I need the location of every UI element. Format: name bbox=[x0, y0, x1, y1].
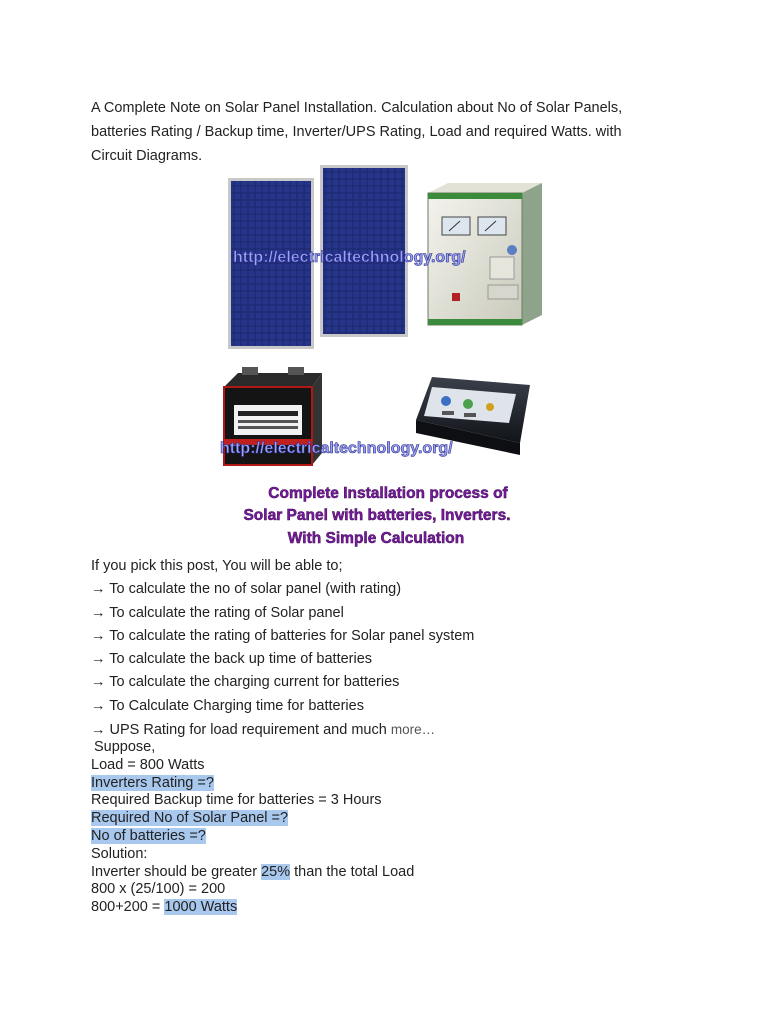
objective-item: → To calculate the rating of Solar panel bbox=[91, 604, 344, 621]
figure-illustration bbox=[220, 165, 550, 550]
objective-item: → To calculate the charging current for batteries bbox=[91, 674, 400, 691]
more-link[interactable]: more… bbox=[390, 722, 436, 738]
batteries-question: No of batteries =? bbox=[91, 827, 206, 844]
figure-caption-line: Complete Installation process of bbox=[268, 485, 508, 502]
solar-panel-question: Required No of Solar Panel =? bbox=[91, 810, 289, 827]
suppose-label: Suppose, bbox=[94, 739, 156, 755]
inverter-rule-text: Inverter should be greater bbox=[91, 863, 262, 880]
intro-line: Circuit Diagrams. bbox=[91, 148, 203, 164]
calculation-section bbox=[91, 739, 691, 917]
inverter-rule-line bbox=[91, 864, 691, 882]
inverter-rule-text: than the total Load bbox=[290, 863, 415, 880]
objective-item-last bbox=[91, 718, 711, 741]
intro-line: batteries Rating / Backup time, Inverter/UPS Rating, Load and required Watts. with bbox=[91, 124, 622, 140]
calc-step-1: 800 x (25/100) = 200 bbox=[91, 881, 226, 898]
intro-paragraph bbox=[91, 96, 691, 168]
intro-line: A Complete Note on Solar Panel Installation. Calculation about No of Solar Panels, bbox=[91, 100, 623, 116]
objective-item: → To Calculate Charging time for batteries bbox=[91, 697, 364, 714]
load-line: Load = 800 Watts bbox=[91, 756, 205, 773]
objective-item: → To calculate the rating of batteries for Solar panel system bbox=[91, 627, 475, 644]
objectives-lead: If you pick this post, You will be able to; bbox=[91, 558, 343, 574]
learning-objectives bbox=[91, 555, 711, 741]
inverter-percentage: 25% bbox=[261, 863, 291, 880]
figure-watermark: http://electricaltechnology.org/ bbox=[220, 440, 453, 457]
backup-line: Required Backup time for batteries = 3 Hours bbox=[91, 792, 382, 809]
objective-item: → To calculate the no of solar panel (with rating) bbox=[91, 581, 402, 598]
calc-step-2-text: 800+200 = bbox=[91, 899, 165, 916]
inverters-rating-question: Inverters Rating =? bbox=[91, 774, 214, 791]
solution-label: Solution: bbox=[91, 845, 148, 862]
figure-watermark: http://electricaltechnology.org/ bbox=[233, 249, 466, 266]
objective-item-text: → UPS Rating for load requirement and much bbox=[91, 722, 391, 739]
calc-step-2 bbox=[91, 899, 691, 917]
solar-installation-figure bbox=[220, 165, 550, 550]
calc-result: 1000 Watts bbox=[164, 899, 238, 916]
objective-item: → To calculate the back up time of batteries bbox=[91, 651, 373, 668]
figure-caption-line: Solar Panel with batteries, Inverters. bbox=[243, 507, 511, 524]
figure-caption-line: With Simple Calculation bbox=[287, 530, 465, 547]
